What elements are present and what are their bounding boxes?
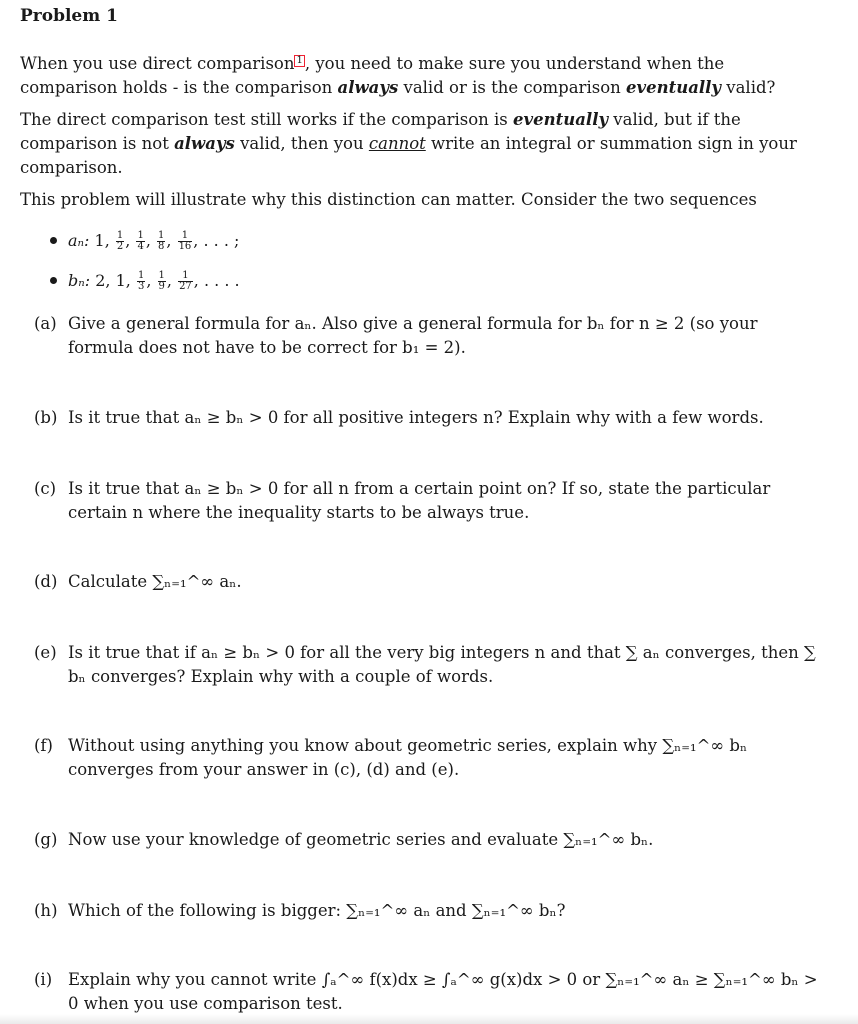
fraction bbox=[137, 271, 145, 292]
part-e bbox=[34, 641, 824, 689]
part-text: Calculate ∑ₙ₌₁^∞ aₙ. bbox=[68, 572, 242, 591]
part-i bbox=[34, 968, 824, 1016]
emphasis-cannot: cannot bbox=[368, 134, 426, 153]
emphasis-always: always bbox=[337, 78, 399, 97]
part-h bbox=[34, 899, 824, 923]
part-label: (b) bbox=[34, 408, 58, 427]
part-text: Is it true that aₙ ≥ bₙ > 0 for all positive integers n? Explain why with a few words. bbox=[68, 408, 764, 427]
intro-p1-text-b: , you need to make sure you understand when the comparison holds - is the comparison bbox=[20, 54, 725, 97]
sequence-a-tail: , . . . ; bbox=[193, 231, 240, 250]
part-label: (g) bbox=[34, 830, 58, 849]
part-b bbox=[34, 406, 824, 430]
intro-p2-text-d: write an integral or summation sign in your comparison. bbox=[20, 134, 797, 177]
footnote-reference[interactable]: 1 bbox=[296, 54, 303, 66]
fraction bbox=[136, 231, 144, 252]
bullet-icon bbox=[50, 277, 57, 284]
problem-title: Problem 1 bbox=[20, 6, 118, 26]
emphasis-always-2: always bbox=[174, 134, 235, 153]
fraction bbox=[178, 231, 193, 252]
part-label: (d) bbox=[34, 572, 58, 591]
intro-p2-text-a: The direct comparison test still works if the comparison is bbox=[20, 110, 514, 129]
part-text: Explain why you cannot write ∫ₐ^∞ f(x)dx ≥ ∫ₐ^∞ g(x)dx > 0 or ∑ₙ₌₁^∞ aₙ ≥ ∑ₙ₌₁^∞ bₙ > 0 when you use comparison test. bbox=[68, 970, 818, 1013]
frac-den: 27 bbox=[179, 281, 192, 292]
fraction bbox=[116, 231, 124, 252]
part-label: (a) bbox=[34, 314, 57, 333]
sequence-a-first: 1, bbox=[94, 231, 110, 250]
sequence-a bbox=[50, 226, 450, 266]
frac-num: 1 bbox=[158, 270, 165, 281]
fraction bbox=[158, 271, 166, 292]
part-text: Is it true that if aₙ ≥ bₙ > 0 for all the very big integers n and that ∑ aₙ converges, then ∑ bₙ converges? Explain why with a couple of words. bbox=[68, 643, 816, 686]
part-d bbox=[34, 570, 824, 594]
frac-num: 1 bbox=[137, 230, 144, 241]
sequence-b-first: 2, 1, bbox=[95, 271, 131, 290]
part-text: Give a general formula for aₙ. Also give a general formula for bₙ for n ≥ 2 (so your formula does not have to be correct for b₁ = 2). bbox=[68, 314, 758, 357]
sequence-a-label: aₙ: bbox=[68, 231, 90, 250]
page-bottom-shadow bbox=[0, 1014, 858, 1024]
part-text: Without using anything you know about geometric series, explain why ∑ₙ₌₁^∞ bₙ converges from your answer in (c), (d) and (e). bbox=[68, 736, 748, 779]
intro-p1-text-a: When you use direct comparison bbox=[20, 54, 295, 73]
sequence-list bbox=[50, 226, 450, 306]
frac-num: 1 bbox=[158, 230, 165, 241]
sequence-b-tail: , . . . . bbox=[193, 271, 240, 290]
fraction bbox=[157, 231, 165, 252]
frac-den: 3 bbox=[137, 281, 145, 292]
emphasis-eventually-2: eventually bbox=[513, 110, 609, 129]
frac-num: 1 bbox=[178, 271, 193, 282]
frac-den: 16 bbox=[178, 241, 192, 252]
intro-paragraph-3: This problem will illustrate why this distinction can matter. Consider the two sequences bbox=[20, 190, 757, 209]
frac-den: 9 bbox=[158, 281, 165, 292]
part-text: Which of the following is bigger: ∑ₙ₌₁^∞ aₙ and ∑ₙ₌₁^∞ bₙ? bbox=[68, 901, 566, 920]
part-label: (h) bbox=[34, 901, 58, 920]
sequence-b-text: bₙ: 2, 1, $\frac{1}{3}$ , $\frac{1}{9}$ , $\frac{1}{27}$ , . . . . bbox=[68, 270, 240, 292]
sequence-a-text: aₙ: 1, $\frac{1}{2}$ , $\frac{1}{4}$ , $\frac{1}{8}$ , $\frac{1}{16}$ , . . . ; bbox=[68, 230, 240, 252]
intro-p1-text-c: valid or is the comparison bbox=[398, 78, 626, 97]
part-c bbox=[34, 477, 824, 525]
bullet-icon bbox=[50, 237, 57, 244]
frac-den: 4 bbox=[137, 241, 144, 252]
intro-p1-text-d: valid? bbox=[721, 78, 776, 97]
sequence-b-label: bₙ: bbox=[68, 271, 91, 290]
part-text: Is it true that aₙ ≥ bₙ > 0 for all n from a certain point on? If so, state the particular certain n where the inequality starts to be always true. bbox=[68, 479, 771, 522]
intro-paragraph-2 bbox=[20, 108, 825, 180]
part-f bbox=[34, 734, 824, 782]
part-label: (c) bbox=[34, 479, 57, 498]
part-g bbox=[34, 828, 824, 852]
part-label: (i) bbox=[34, 970, 53, 989]
intro-paragraph-1 bbox=[20, 52, 825, 100]
frac-num: 1 bbox=[178, 231, 193, 242]
frac-den: 8 bbox=[158, 241, 165, 252]
intro-p2-text-c: valid, then you bbox=[234, 134, 369, 153]
frac-num: 1 bbox=[116, 230, 124, 241]
sequence-b bbox=[50, 266, 450, 306]
part-label: (f) bbox=[34, 736, 53, 755]
part-label: (e) bbox=[34, 643, 57, 662]
frac-num: 1 bbox=[137, 270, 145, 281]
intro-p2-text-b: valid, but if the comparison is not bbox=[20, 110, 741, 153]
part-a bbox=[34, 312, 824, 360]
fraction bbox=[178, 271, 193, 292]
part-text: Now use your knowledge of geometric series and evaluate ∑ₙ₌₁^∞ bₙ. bbox=[68, 830, 654, 849]
frac-den: 2 bbox=[116, 241, 124, 252]
emphasis-eventually: eventually bbox=[626, 78, 722, 97]
